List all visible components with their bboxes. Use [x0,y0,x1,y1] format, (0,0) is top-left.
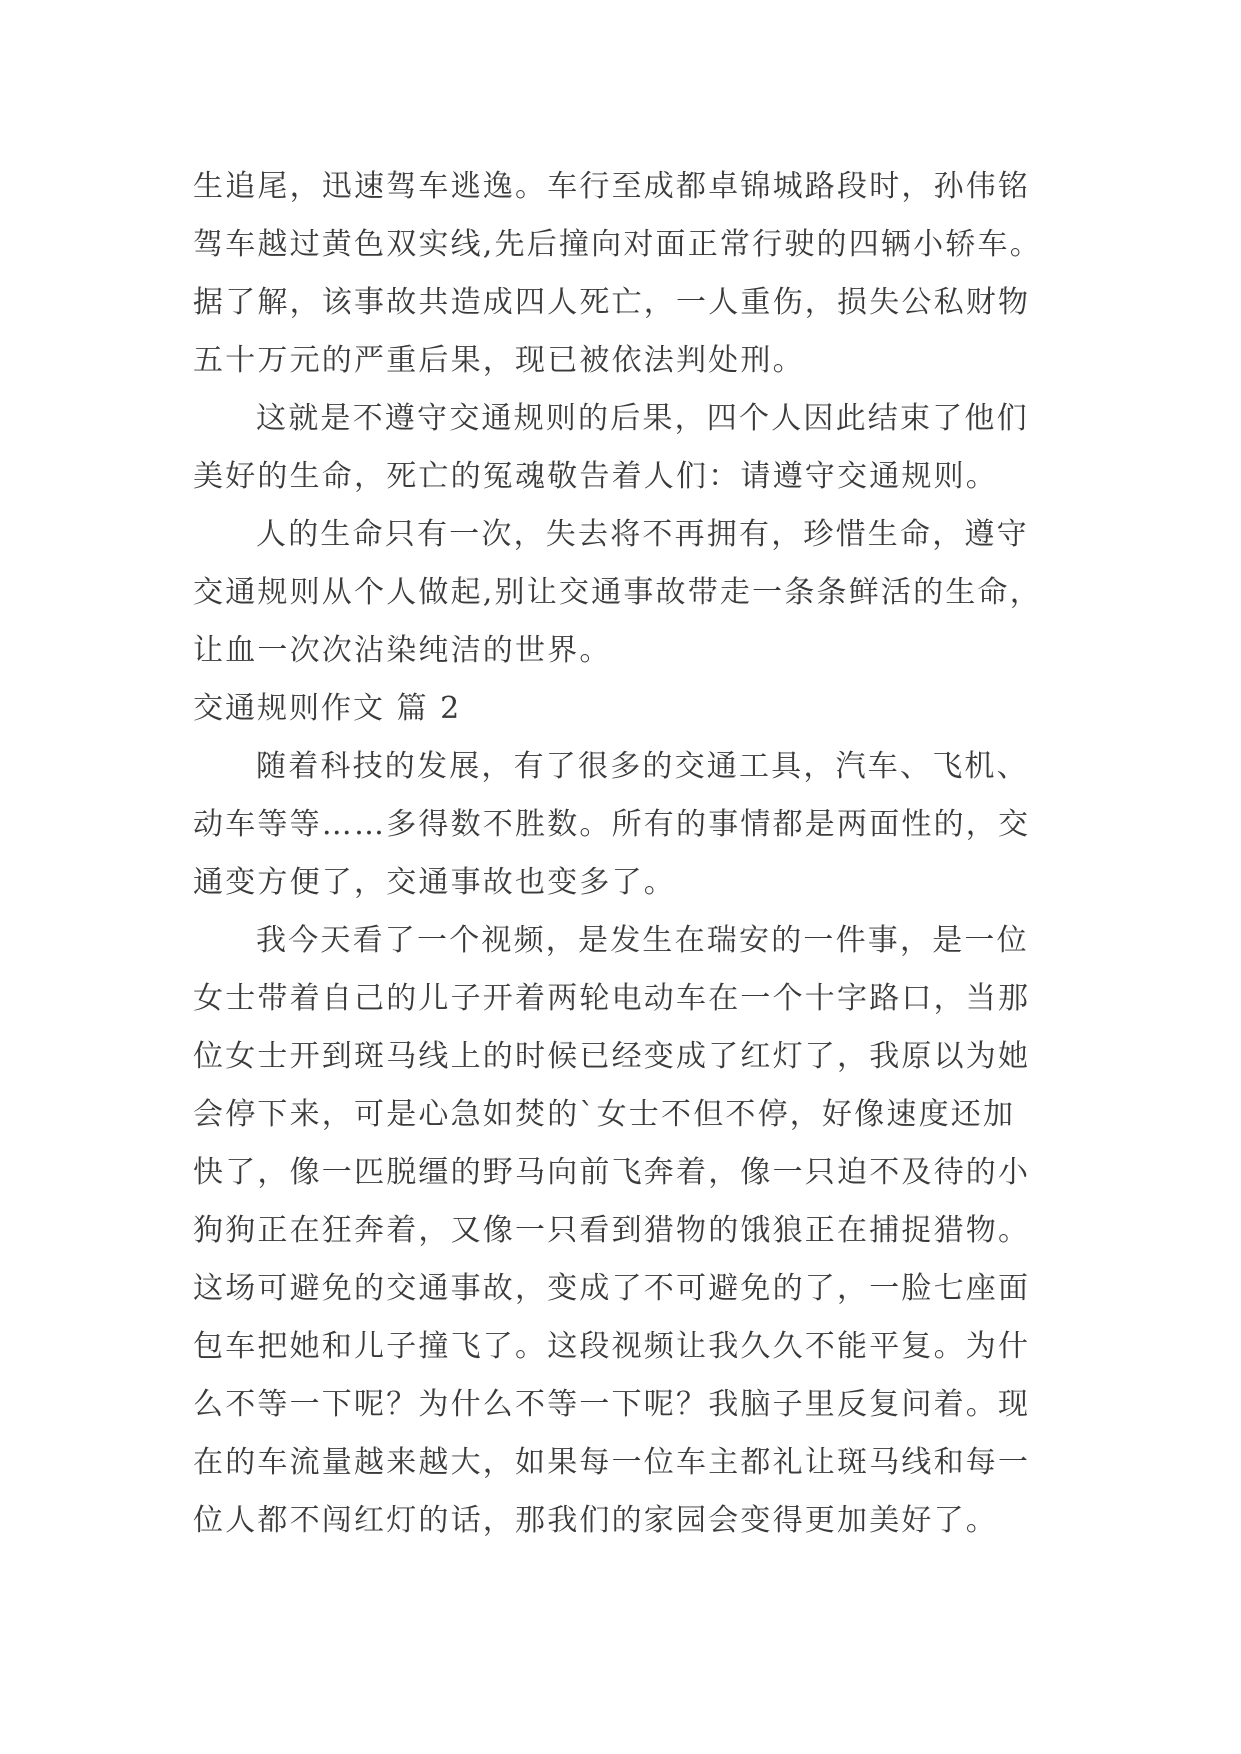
paragraph-line: 快了，像一匹脱缰的野马向前飞奔着，像一只迫不及待的小 [193,1155,1031,1190]
paragraph-line: 位人都不闯红灯的话，那我们的家园会变得更加美好了。 [193,1503,998,1538]
paragraph-line: 会停下来，可是心急如焚的`女士不但不停，好像速度还加 [193,1097,1016,1132]
paragraph-line: 美好的生命，死亡的冤魂敬告着人们：请遵守交通规则。 [193,459,998,494]
paragraph-line: 位女士开到斑马线上的时候已经变成了红灯了，我原以为她 [193,1039,1031,1074]
paragraph-line: 包车把她和儿子撞飞了。这段视频让我久久不能平复。为什 [193,1329,1031,1364]
paragraph-line: 交通规则从个人做起,别让交通事故带走一条条鲜活的生命， [193,575,1042,610]
paragraph-line: 我今天看了一个视频，是发生在瑞安的一件事，是一位 [256,923,1029,958]
paragraph-line: 在的车流量越来越大，如果每一位车主都礼让斑马线和每一 [193,1445,1031,1480]
paragraph-line: 么不等一下呢？为什么不等一下呢？我脑子里反复问着。现 [193,1387,1031,1422]
paragraph-line: 据了解，该事故共造成四人死亡，一人重伤，损失公私财物 [193,285,1031,320]
section-heading: 交通规则作文 篇 2 [193,691,462,726]
paragraph-line: 让血一次次沾染纯洁的世界。 [193,633,612,668]
paragraph-line: 五十万元的严重后果，现已被依法判处刑。 [193,343,805,378]
paragraph-line: 人的生命只有一次，失去将不再拥有，珍惜生命，遵守 [256,517,1029,552]
paragraph-line: 驾车越过黄色双实线,先后撞向对面正常行驶的四辆小轿车。 [193,227,1042,262]
paragraph-line: 生追尾，迅速驾车逃逸。车行至成都卓锦城路段时，孙伟铭 [193,169,1031,204]
paragraph-line: 这场可避免的交通事故，变成了不可避免的了，一脸七座面 [193,1271,1031,1306]
paragraph-line: 动车等等……多得数不胜数。所有的事情都是两面性的，交 [193,807,1031,842]
paragraph-line: 女士带着自己的儿子开着两轮电动车在一个十字路口，当那 [193,981,1031,1016]
paragraph-line: 通变方便了，交通事故也变多了。 [193,865,676,900]
paragraph-line: 随着科技的发展，有了很多的交通工具，汽车、飞机、 [256,749,1029,784]
paragraph-line: 这就是不遵守交通规则的后果，四个人因此结束了他们 [256,401,1029,436]
paragraph-line: 狗狗正在狂奔着，又像一只看到猎物的饿狼正在捕捉猎物。 [193,1213,1031,1248]
